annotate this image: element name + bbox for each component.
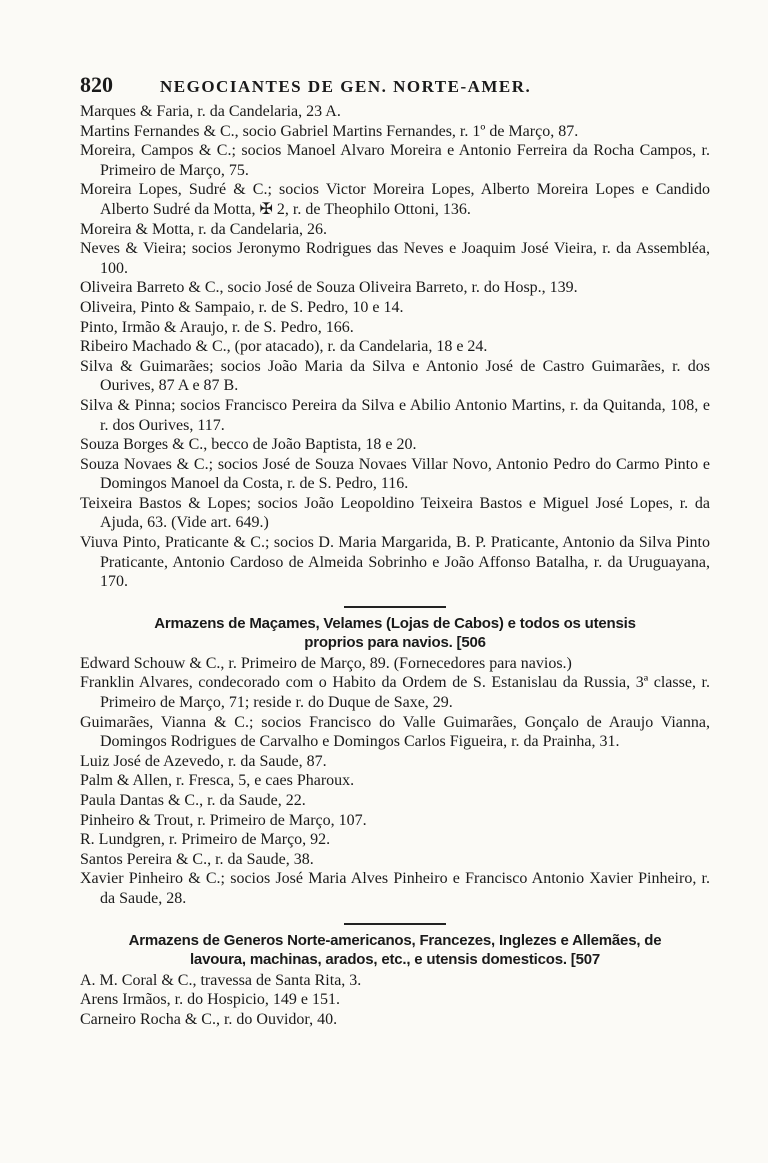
section-heading-507: [80, 931, 710, 969]
list-item: Teixeira Bastos & Lopes; socios João Leopoldino Teixeira Bastos e Miguel José Lopes, r. da Ajuda, 63. (Vide art. 649.): [80, 494, 710, 532]
list-item: Moreira & Motta, r. da Candelaria, 26.: [80, 220, 328, 238]
section-divider: [344, 606, 446, 608]
list-item: Santos Pereira & C., r. da Saude, 38.: [80, 850, 314, 868]
list-item: Oliveira Barreto & C., socio José de Souza Oliveira Barreto, r. do Hosp., 139.: [80, 279, 578, 297]
running-head: [80, 72, 710, 102]
list-item: Guimarães, Vianna & C.; socios Francisco do Valle Guimarães, Gonçalo de Araujo Vianna, Domingos Rodrigues de Carvalho e Domingos Carlos Figueira, r. da Prainha, 31.: [80, 713, 710, 751]
list-item: Carneiro Rocha & C., r. do Ouvidor, 40.: [80, 1010, 338, 1028]
list-item: Viuva Pinto, Praticante & C.; socios D. Maria Margarida, B. P. Praticante, Antonio da Silva Pinto Praticante, Antonio Cardoso de Almeida Sobrinho e João Affonso Batalha, r. da Uruguayana, 170.: [80, 534, 710, 591]
running-title: NEGOCIANTES DE GEN. NORTE-AMER.: [160, 77, 532, 96]
list-item: Ribeiro Machado & C., (por atacado), r. da Candelaria, 18 e 24.: [80, 338, 488, 356]
list-item: Pinto, Irmão & Araujo, r. de S. Pedro, 166.: [80, 318, 354, 336]
entries-mid: [80, 654, 710, 909]
list-item: Arens Irmãos, r. do Hospicio, 149 e 151.: [80, 991, 340, 1009]
section-heading-line: Armazens de Maçames, Velames (Lojas de Cabos) e todos os utensis: [154, 614, 636, 632]
section-heading-506: [80, 614, 710, 652]
list-item: Neves & Vieira; socios Jeronymo Rodrigues das Neves e Joaquim José Vieira, r. da Assembléa, 100.: [80, 240, 710, 277]
list-item: Luiz José de Azevedo, r. da Saude, 87.: [80, 752, 327, 770]
entries-bottom: [80, 971, 710, 1030]
list-item: Moreira Lopes, Sudré & C.; socios Victor Moreira Lopes, Alberto Moreira Lopes e Candido Alberto Sudré da Motta, ✠ 2, r. de Theophilo Ottoni, 136.: [80, 181, 710, 218]
list-item: Marques & Faria, r. da Candelaria, 23 A.: [80, 103, 341, 120]
list-item: Moreira, Campos & C.; socios Manoel Alvaro Moreira e Antonio Ferreira da Rocha Campos, r. Primeiro de Março, 75.: [80, 142, 710, 179]
list-item: Martins Fernandes & C., socio Gabriel Martins Fernandes, r. 1º de Março, 87.: [80, 122, 579, 140]
list-item: Silva & Guimarães; socios João Maria da Silva e Antonio José de Castro Guimarães, r. dos Ourives, 87 A e 87 B.: [80, 357, 710, 395]
list-item: Paula Dantas & C., r. da Saude, 22.: [80, 792, 306, 809]
section-heading-line: Armazens de Generos Norte-americanos, Francezes, Inglezes e Allemães, de: [128, 931, 662, 949]
section-divider: [344, 923, 446, 925]
list-item: Palm & Allen, r. Fresca, 5, e caes Pharoux.: [80, 772, 355, 790]
section-heading-line: proprios para navios. [506: [304, 633, 486, 651]
list-item: Silva & Pinna; socios Francisco Pereira da Silva e Abilio Antonio Martins, r. da Quitanda, 108, e r. dos Ourives, 117.: [80, 396, 710, 434]
list-item: R. Lundgren, r. Primeiro de Março, 92.: [80, 831, 331, 849]
list-item: Franklin Alvares, condecorado com o Habito da Ordem de S. Estanislau da Russia, 3ª classe, r. Primeiro de Março, 71; reside r. do Duque de Saxe, 29.: [80, 674, 710, 712]
list-item: Souza Novaes & C.; socios José de Souza Novaes Villar Novo, Antonio Pedro do Carmo Pinto e Domingos Manoel da Costa, r. de S. Pedro, 116.: [80, 455, 710, 493]
page-number: 820: [80, 72, 113, 97]
section-heading-line: lavoura, machinas, arados, etc., e utensis domesticos. [507: [189, 950, 601, 968]
list-item: Pinheiro & Trout, r. Primeiro de Março, 107.: [80, 811, 367, 829]
entries-top: [80, 102, 710, 592]
list-item: A. M. Coral & C., travessa de Santa Rita, 3.: [80, 971, 362, 989]
list-item: Xavier Pinheiro & C.; socios José Maria Alves Pinheiro e Francisco Antonio Xavier Pinheiro, r. da Saude, 28.: [80, 870, 710, 907]
list-item: Edward Schouw & C., r. Primeiro de Março, 89. (Fornecedores para navios.): [80, 654, 572, 672]
list-item: Souza Borges & C., becco de João Baptista, 18 e 20.: [80, 436, 417, 454]
list-item: Oliveira, Pinto & Sampaio, r. de S. Pedro, 10 e 14.: [80, 298, 404, 316]
